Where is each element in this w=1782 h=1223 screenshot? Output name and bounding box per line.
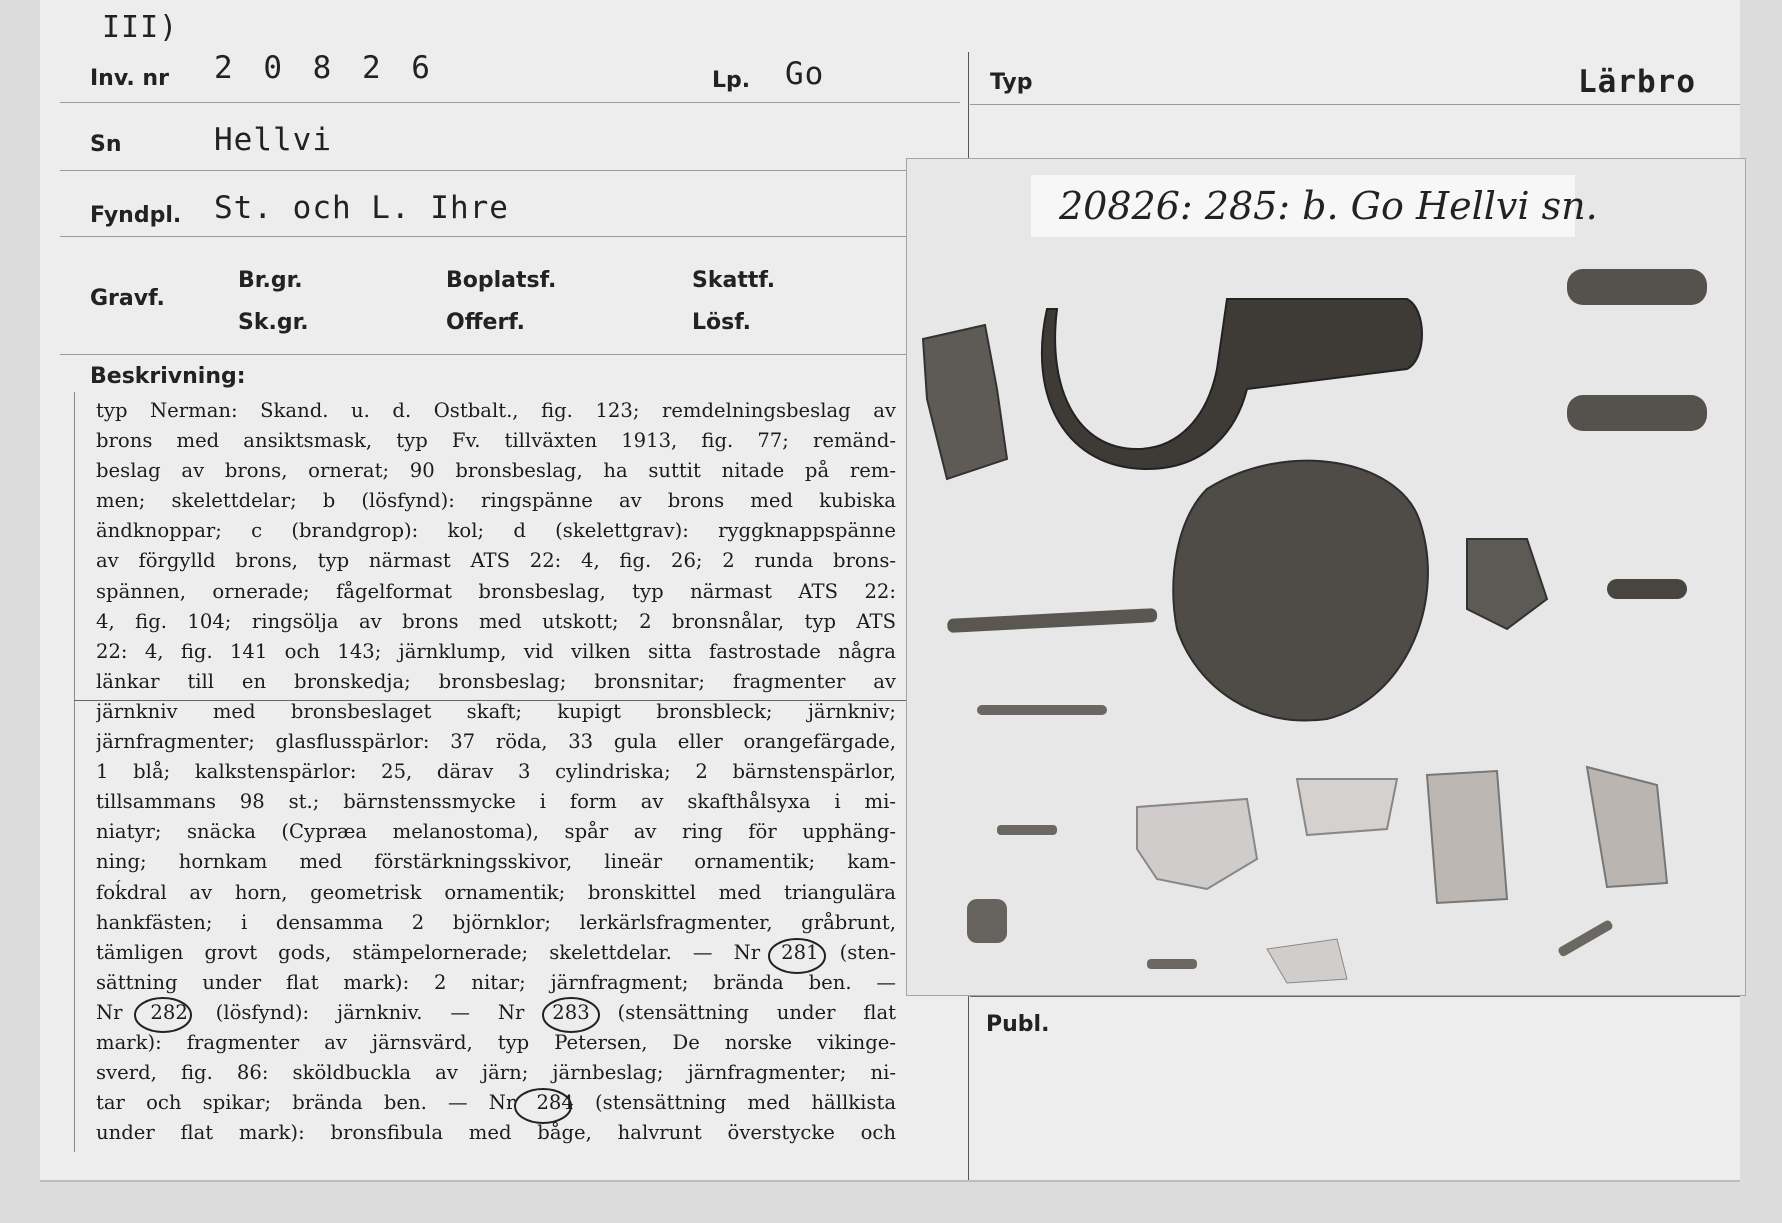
rod-artifact bbox=[947, 608, 1157, 633]
fragment-artifact bbox=[997, 825, 1057, 835]
beskrivning-label: Beskrivning: bbox=[90, 364, 246, 389]
fragment-artifact bbox=[967, 899, 1007, 943]
fyndpl-value: St. och L. Ihre bbox=[214, 190, 509, 226]
description-line: men; skelettdelar; b (lösfynd): ringspänne av brons med kubiska bbox=[96, 489, 896, 513]
description-line: 22: 4, fig. 141 och 143; järnklump, vid vilken sitta fastrostade några bbox=[96, 639, 896, 663]
comb-plate-artifact bbox=[1297, 779, 1397, 835]
rule bbox=[60, 102, 960, 103]
typ-label: Typ bbox=[990, 70, 1033, 95]
description-line: under flat mark): bronsfibula med båge, halvrunt överstycke och bbox=[96, 1121, 896, 1145]
gravf-label: Gravf. bbox=[90, 286, 165, 311]
skgr-label: Sk.gr. bbox=[238, 310, 309, 335]
publ-label: Publ. bbox=[986, 1012, 1050, 1037]
rule bbox=[60, 170, 940, 171]
rule bbox=[60, 354, 940, 355]
description-line: brons med ansiktsmask, typ Fv. tillväxten 1913, fig. 77; remänd- bbox=[96, 429, 896, 453]
description-line: typ Nerman: Skand. u. d. Ostbalt., fig. 123; remdelningsbeslag av bbox=[96, 399, 896, 422]
description-line: järnkniv med bronsbeslaget skaft; kupigt bronsbleck; järnkniv; bbox=[96, 699, 896, 723]
description-line: järnfragmenter; glasflusspärlor: 37 röda, 33 gula eller orangefärgade, bbox=[96, 730, 896, 754]
description-line: av förgylld brons, typ närmast ATS 22: 4, fig. 26; 2 runda brons- bbox=[96, 549, 896, 573]
pin-artifact bbox=[1567, 395, 1707, 431]
description-line: sverd, fig. 86: sköldbuckla av järn; järnbeslag; järnfragmenter; ni- bbox=[96, 1061, 896, 1085]
description-line: hankfästen; i densamma 2 björnklor; lerkärlsfragmenter, gråbrunt, bbox=[96, 910, 896, 934]
description-line: tillsammans 98 st.; bärnstenssmycke i form av skafthålsyxa i mi- bbox=[96, 790, 896, 814]
lp-label: Lp. bbox=[712, 68, 751, 93]
description-text bbox=[96, 396, 896, 1148]
rule bbox=[60, 236, 940, 237]
comb-plate-artifact bbox=[1587, 767, 1667, 887]
inv-value: 2 0 8 2 6 bbox=[214, 50, 436, 86]
typ-value: Lärbro bbox=[1578, 64, 1696, 100]
disc-artifact bbox=[1173, 461, 1428, 721]
description-line: ändknoppar; c (brandgrop): kol; d (skelettgrav): ryggknappspänne bbox=[96, 519, 896, 543]
description-line: ning; hornkam med förstärkningsskivor, lineär ornamentik; kam- bbox=[96, 850, 896, 874]
offerf-label: Offerf. bbox=[446, 310, 526, 335]
description-line: mark): fragmenter av järnsvärd, typ Petersen, De norske vikinge- bbox=[96, 1030, 896, 1054]
photo-label: 20826: 285: b. Go Hellvi sn. bbox=[1031, 175, 1575, 237]
small-mount-artifact bbox=[1467, 539, 1547, 629]
description-line: Nr 282 (lösfynd): järnkniv. — Nr 283 (stensättning under flat bbox=[96, 1000, 896, 1024]
rule bbox=[970, 996, 1740, 997]
description-line: tar och spikar; brända ben. — Nr 284 (stensättning med hällkista bbox=[96, 1091, 896, 1115]
mask-mount-artifact bbox=[923, 325, 1007, 479]
fragment-artifact bbox=[1147, 959, 1197, 969]
skattf-label: Skattf. bbox=[692, 268, 776, 293]
rivet-artifact bbox=[1607, 579, 1687, 599]
artifacts-illustration bbox=[907, 159, 1745, 995]
hook-artifact bbox=[1042, 299, 1422, 469]
comb-plate-artifact bbox=[1137, 799, 1257, 889]
description-line: länkar till en bronskedja; bronsbeslag; bronsnitar; fragmenter av bbox=[96, 669, 896, 693]
fragment-artifact bbox=[1267, 939, 1347, 983]
description-line: beslag av brons, ornerat; 90 bronsbeslag, ha suttit nitade på rem- bbox=[96, 459, 896, 483]
artifact-photo bbox=[906, 158, 1746, 996]
margin-rule bbox=[74, 392, 75, 1152]
comb-plate-artifact bbox=[1427, 771, 1507, 903]
rod-artifact bbox=[977, 705, 1107, 715]
fragment-artifact bbox=[1557, 919, 1614, 958]
lp-value: Go bbox=[785, 56, 825, 92]
inv-label: Inv. nr bbox=[90, 66, 169, 91]
description-line: foḱdral av horn, geometrisk ornamentik; bronskittel med triangulära bbox=[96, 880, 896, 904]
boplatsf-label: Boplatsf. bbox=[446, 268, 557, 293]
brgr-label: Br.gr. bbox=[238, 268, 303, 293]
corner-mark: III) bbox=[102, 10, 179, 45]
fyndpl-label: Fyndpl. bbox=[90, 203, 182, 228]
description-line: 4, fig. 104; ringsölja av brons med utskott; 2 bronsnålar, typ ATS bbox=[96, 609, 896, 633]
rule bbox=[970, 104, 1740, 105]
sn-value: Hellvi bbox=[214, 122, 332, 158]
description-line: 1 blå; kalkstenspärlor: 25, därav 3 cylindriska; 2 bärnstenspärlor, bbox=[96, 760, 896, 784]
sn-label: Sn bbox=[90, 132, 122, 157]
pin-artifact bbox=[1567, 269, 1707, 305]
description-line: spännen, ornerade; fågelformat bronsbeslag, typ närmast ATS 22: bbox=[96, 579, 896, 603]
description-line: sättning under flat mark): 2 nitar; järnfragment; brända ben. — bbox=[96, 970, 896, 994]
description-line: niatyr; snäcka (Cypræa melanostoma), spår av ring för upphäng- bbox=[96, 820, 896, 844]
losf-label: Lösf. bbox=[692, 310, 751, 335]
description-line: tämligen grovt gods, stämpelornerade; skelettdelar. — Nr 281 (sten- bbox=[96, 940, 896, 964]
